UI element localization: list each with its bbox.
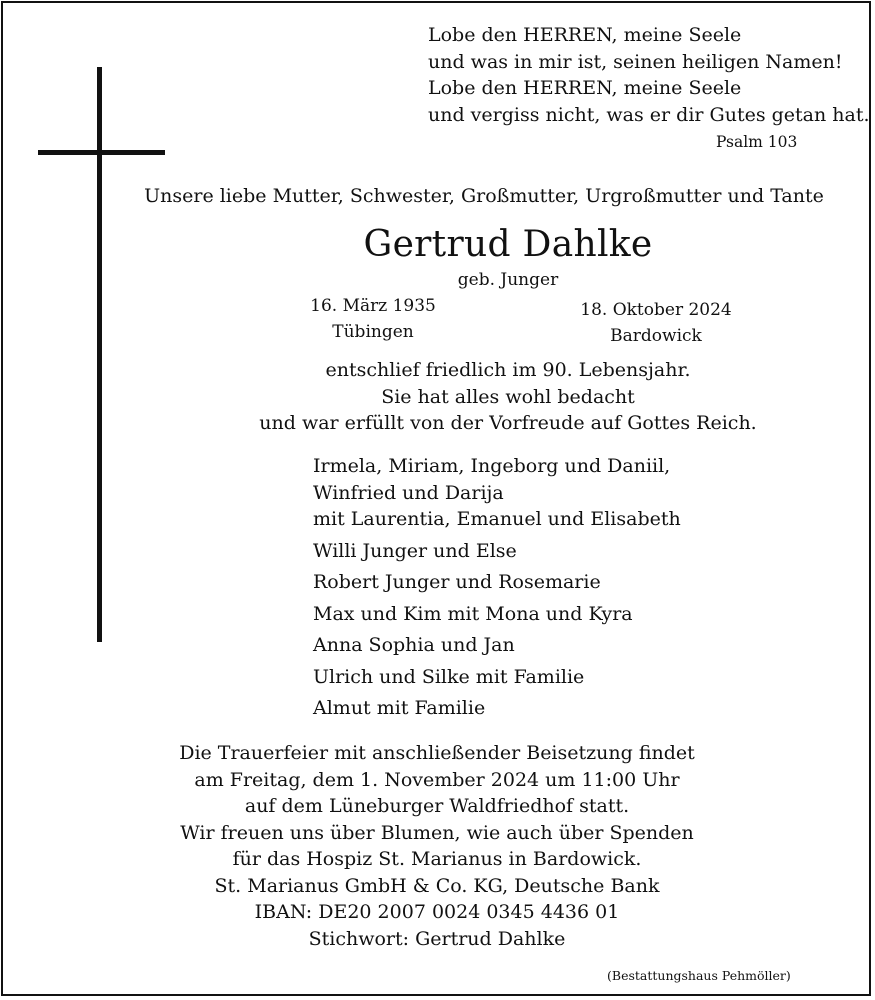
statement-line: Sie hat alles wohl bedacht xyxy=(381,385,635,408)
ceremony-line: auf dem Lüneburger Waldfriedhof statt. xyxy=(244,795,630,817)
verse-source: Psalm 103 xyxy=(716,133,798,151)
ceremony-line: St. Marianus GmbH & Co. KG, Deutsche Bank xyxy=(214,874,660,897)
statement-line: entschlief friedlich im 90. Lebensjahr. xyxy=(325,359,691,381)
ceremony-line: IBAN: DE20 2007 0024 0345 4436 01 xyxy=(254,901,620,923)
verse-line: Lobe den HERREN, meine Seele xyxy=(428,77,742,99)
family-list xyxy=(313,453,681,727)
psalm-verse xyxy=(428,22,870,128)
undertaker-credit: (Bestattungshaus Pehmöller) xyxy=(607,968,791,983)
ceremony-line: für das Hospiz St. Marianus in Bardowick. xyxy=(232,848,642,870)
birth-name: geb. Junger xyxy=(457,270,559,290)
ceremony-info xyxy=(179,740,695,952)
family-entry: Max und Kim mit Mona und Kyra xyxy=(313,602,633,625)
ceremony-line: Stichwort: Gertrud Dahlke xyxy=(308,927,566,950)
ceremony-line: Die Trauerfeier mit anschließender Beisetzung findet xyxy=(179,742,695,764)
family-entry: mit Laurentia, Emanuel und Elisabeth xyxy=(313,508,681,530)
deceased-name: Gertrud Dahlke xyxy=(363,224,653,265)
intro-line: Unsere liebe Mutter, Schwester, Großmutter, Urgroßmutter und Tante xyxy=(144,185,824,207)
family-entry: Willi Junger und Else xyxy=(313,539,517,562)
verse-line: und vergiss nicht, was er dir Gutes getan hat. xyxy=(428,103,870,126)
family-entry: Robert Junger und Rosemarie xyxy=(313,571,601,593)
death-place: Bardowick xyxy=(610,326,702,346)
family-entry: Almut mit Familie xyxy=(313,697,486,719)
birth-place: Tübingen xyxy=(332,322,414,342)
verse-line: und was in mir ist, seinen heiligen Namen! xyxy=(428,50,843,73)
ceremony-line: Wir freuen uns über Blumen, wie auch über Spenden xyxy=(180,821,694,844)
verse-line: Lobe den HERREN, meine Seele xyxy=(428,24,742,46)
cross-icon-crossbar xyxy=(38,150,165,155)
birth-info xyxy=(310,293,436,345)
death-date: 18. Oktober 2024 xyxy=(580,300,732,320)
family-entry: Winfried und Darija xyxy=(313,481,504,504)
death-info xyxy=(580,297,731,349)
statement xyxy=(259,357,756,437)
family-entry: Irmela, Miriam, Ingeborg und Daniil, xyxy=(313,455,671,477)
family-entry: Ulrich und Silke mit Familie xyxy=(313,665,585,688)
statement-line: und war erfüllt von der Vorfreude auf Gottes Reich. xyxy=(259,412,757,434)
birth-date: 16. März 1935 xyxy=(310,296,436,316)
ceremony-line: am Freitag, dem 1. November 2024 um 11:00 Uhr xyxy=(194,768,680,791)
family-entry: Anna Sophia und Jan xyxy=(313,634,515,656)
